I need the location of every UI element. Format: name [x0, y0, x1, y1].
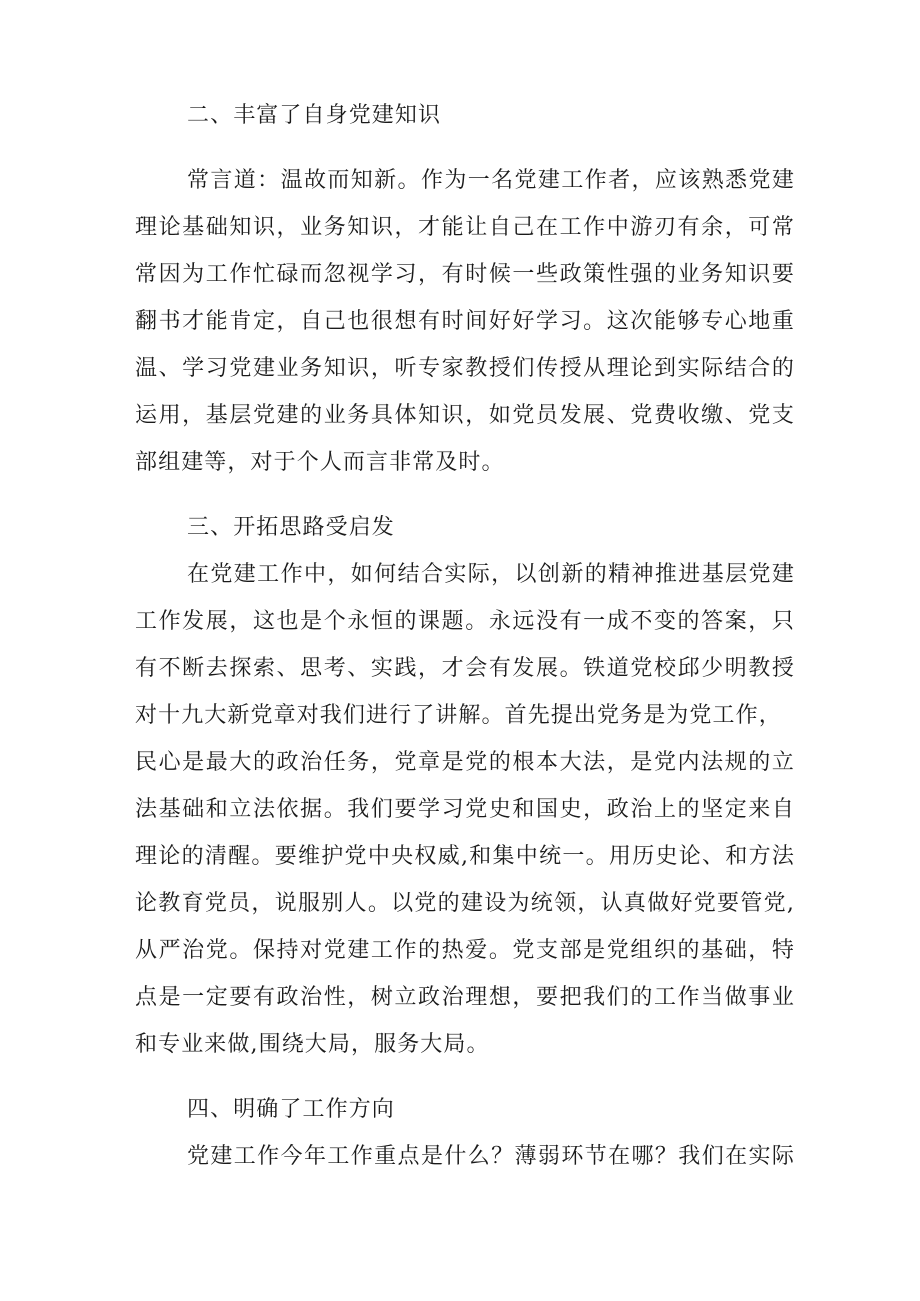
section3-line-1: 在党建工作中，如何结合实际，以创新的精神推进基层党建	[187, 562, 795, 587]
section3-line-7: 理论的清醒。要维护党中央权威,和集中统一。用历史论、和方法	[135, 844, 795, 869]
section2-line-1: 常言道：温故而知新。作为一名党建工作者，应该熟悉党建	[187, 168, 795, 193]
section3-line-6: 法基础和立法依据。我们要学习党史和国史，政治上的坚定来自	[135, 797, 795, 822]
section2-line-2: 理论基础知识，业务知识，才能让自己在工作中游刃有余，可常	[135, 215, 795, 240]
section2-line-3: 常因为工作忙碌而忽视学习，有时候一些政策性强的业务知识要	[135, 262, 795, 287]
section2-line-4: 翻书才能肯定，自己也很想有时间好好学习。这次能够专心地重	[135, 309, 795, 334]
section2-heading: 二、丰富了自身党建知识	[187, 103, 442, 128]
section3-line-9: 从严治党。保持对党建工作的热爱。党支部是党组织的基础，特	[135, 938, 795, 963]
section3-line-11: 和专业来做,围绕大局，服务大局。	[135, 1032, 490, 1057]
section4-heading: 四、明确了工作方向	[187, 1097, 395, 1122]
section3-line-4: 对十九大新党章对我们进行了讲解。首先提出党务是为党工作，	[135, 703, 782, 728]
section2-line-6: 运用，基层党建的业务具体知识，如党员发展、党费收缴、党支	[135, 403, 795, 428]
section3-line-10: 点是一定要有政治性，树立政治理想，要把我们的工作当做事业	[135, 985, 795, 1010]
section4-line-1: 党建工作今年工作重点是什么？薄弱环节在哪？我们在实际	[187, 1144, 795, 1169]
section3-line-3: 有不断去探索、思考、实践，才会有发展。铁道党校邱少明教授	[135, 656, 795, 681]
section2-line-5: 温、学习党建业务知识，听专家教授们传授从理论到实际结合的	[135, 356, 795, 381]
section3-heading: 三、开拓思路受启发	[187, 515, 395, 540]
section3-line-8: 论教育党员，说服别人。以党的建设为统领，认真做好党要管党,	[135, 891, 795, 916]
section3-line-2: 工作发展，这也是个永恒的课题。永远没有一成不变的答案，只	[135, 609, 795, 634]
section3-line-5: 民心是最大的政治任务，党章是党的根本大法，是党内法规的立	[135, 750, 795, 775]
section2-line-7: 部组建等，对于个人而言非常及时。	[135, 450, 505, 475]
